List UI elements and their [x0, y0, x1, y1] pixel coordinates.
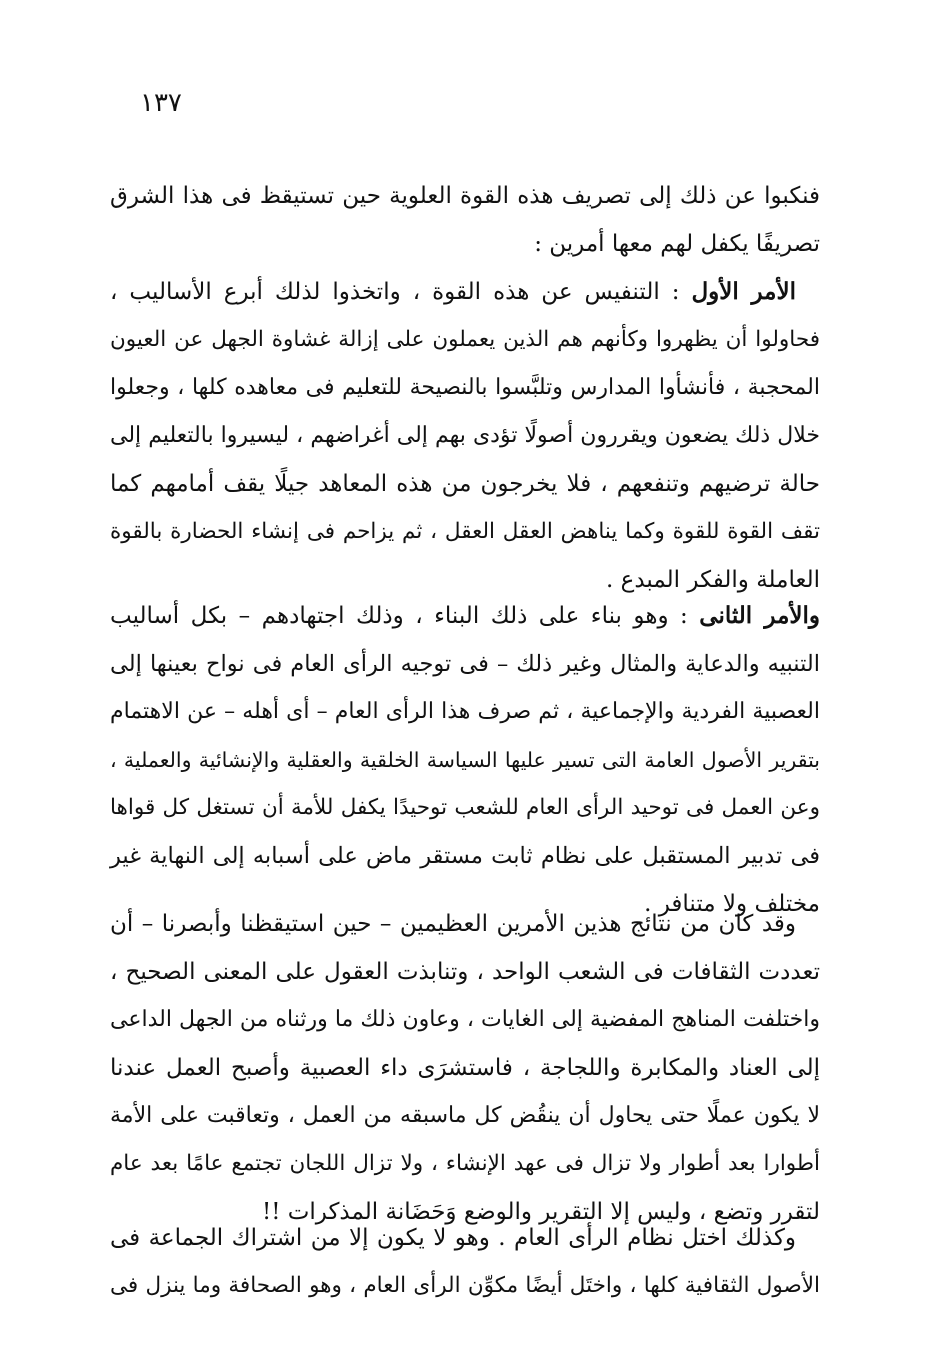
text-line: مختلف ولا متنافر . [644, 891, 820, 917]
paragraph-lead: الأمر الأول [691, 278, 796, 305]
page-number: ١٣٧ [140, 88, 182, 118]
text-line: وقد كان من نتائج هذين الأمرين العظيمين – حين استيقظنا وأبصرنا – أن [110, 911, 796, 937]
text-line: تقف القوة للقوة وكما يناهض العقل العقل ، ثم يزاحم فى إنشاء الحضارة بالقوة [110, 519, 820, 544]
text-line: لا يكون عملًا حتى يحاول أن ينقُض كل ماسبقه من العمل ، وتعاقبت على الأمة [110, 1103, 820, 1128]
paragraph-1 [110, 172, 820, 268]
text-line: فى تدبير المستقبل على نظام ثابت مستقر ماض على أسبابه إلى النهاية غير [110, 843, 820, 869]
text-line: تعددت الثقافات فى الشعب الواحد ، وتنابذت العقول على المعنى الصحيح ، [110, 959, 820, 985]
text-line: العصبية الفردية والإجماعية ، ثم صرف هذا الرأى العام – أى أهله – عن الاهتمام [110, 699, 820, 724]
text-line: الأصول الثقافية كلها ، واختَل أيضًا مكوِّن الرأى العام ، وهو الصحافة وما ينزل فى [110, 1273, 820, 1298]
text-line: تصريفًا يكفل لهم معها أمرين : [534, 231, 820, 257]
paragraph-4 [110, 900, 820, 1236]
text-line: خلال ذلك يضعون ويقررون أصولًا تؤدى بهم إلى أغراضهم ، ليسيروا بالتعليم إلى [110, 423, 820, 448]
text-line: المحجبة ، فأنشأوا المدارس وتلبَّسوا بالنصيحة للتعليم فى معاهده كلها ، وجعلوا [110, 375, 820, 400]
text-line: فنكبوا عن ذلك إلى تصريف هذه القوة العلوية حين تستيقظ فى هذا الشرق [110, 183, 820, 209]
text-line: العاملة والفكر المبدع . [606, 567, 820, 593]
text-line: وعن العمل فى توحيد الرأى العام للشعب توحيدًا يكفل للأمة أن تستغل كل قواها [110, 795, 820, 820]
text-line: أطوارا بعد أطوار ولا تزال فى عهد الإنشاء ، ولا تزال اللجان تجتمع عامًا بعد عام [110, 1151, 820, 1176]
text-line: التنبيه والدعاية والمثال وغير ذلك – فى توجيه الرأى العام فى نواح بعينها إلى [110, 651, 820, 677]
text-line [110, 592, 820, 640]
text-line: لتقرر وتضع ، وليس إلا التقرير والوضع وَحَضَانة المذكرات !! [261, 1199, 820, 1225]
text-line: إلى العناد والمكابرة واللجاجة ، فاستشرَى داء العصبية وأصبح العمل عندنا [110, 1055, 820, 1081]
text-line: بتقرير الأصول العامة التى تسير عليها السياسة الخلقية والعقلية والإنشائية والعملية ، [110, 748, 820, 772]
text-line: واختلفت المناهج المفضية إلى الغايات ، وعاون ذلك ما ورثناه من الجهل الداعى [110, 1007, 820, 1032]
paragraph-lead: والأمر الثانى [699, 602, 821, 629]
paragraph-3 [110, 592, 820, 928]
text-line: حالة ترضيهم وتنفعهم ، فلا يخرجون من هذه المعاهد جيلًا يقف أمامهم كما [110, 471, 820, 497]
paragraph-5 [110, 1214, 820, 1310]
paragraph-2 [110, 268, 820, 604]
text-line: فحاولوا أن يظهروا وكأنهم هم الذين يعملون على إزالة غشاوة الجهل عن العيون [110, 327, 820, 352]
text-line-rest: : التنفيس عن هذه القوة ، واتخذوا لذلك أبرع الأساليب ، [110, 279, 680, 305]
text-line [110, 268, 820, 316]
text-line-rest: : وهو بناء على ذلك البناء ، وذلك اجتهادهم – بكل أساليب [110, 603, 688, 629]
text-line: وكذلك اختل نظام الرأى العام . وهو لا يكون إلا من اشتراك الجماعة فى [110, 1225, 796, 1251]
